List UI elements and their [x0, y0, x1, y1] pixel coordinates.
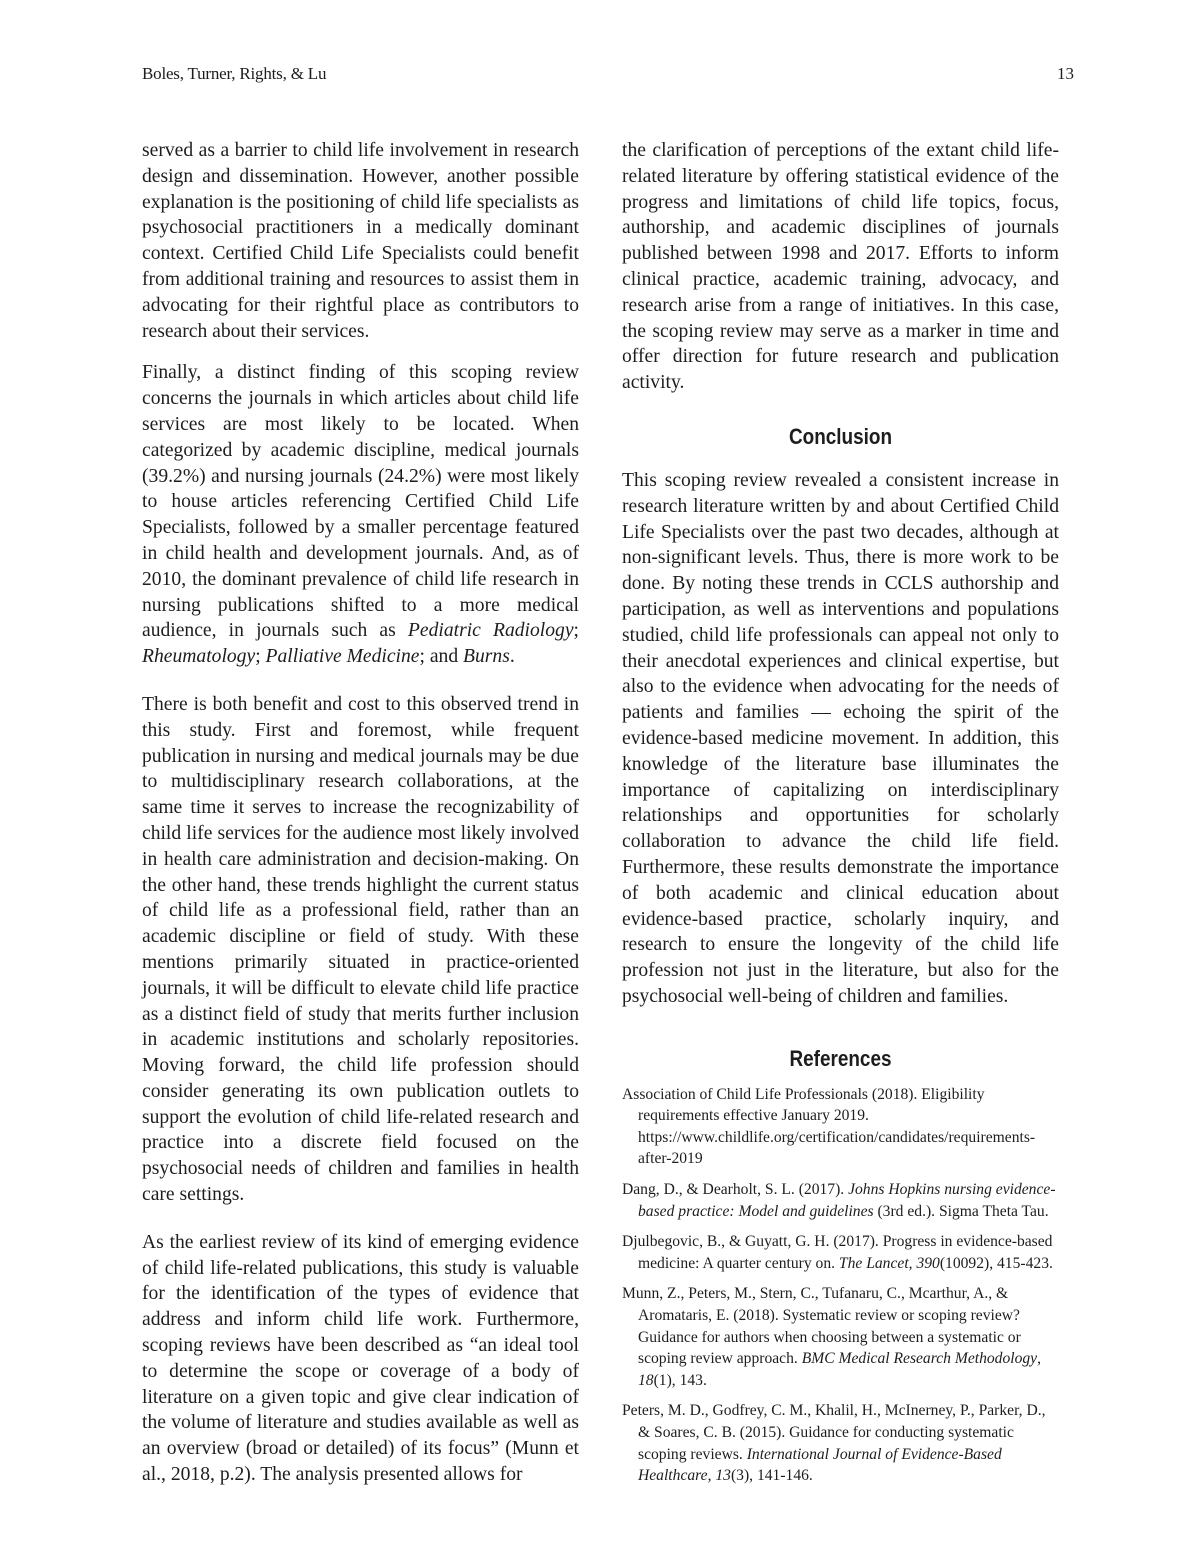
reference-item: [622, 1400, 1059, 1486]
reference-text: Munn, Z., Peters, M., Stern, C., Tufanaru, C., Mcarthur, A., & Aromataris, E. (2018). Systematic review or scoping review? Guidance for authors when choosing between a systematic or scoping review approach.: [622, 1285, 1021, 1368]
reference-item: [622, 1179, 1059, 1222]
period: .: [509, 646, 515, 668]
journal-title: Burns: [463, 646, 510, 668]
reference-item: [622, 1231, 1059, 1274]
reference-text: Association of Child Life Professionals (2018). Eligibility requirements effective January 2019. https://www.childlife.org/certification/candidates/requirements-after-2019: [622, 1085, 1036, 1168]
reference-volume: 390: [916, 1254, 940, 1272]
reference-item: [622, 1084, 1059, 1170]
reference-text: (10092), 415-423.: [939, 1254, 1053, 1272]
left-column: [142, 138, 579, 1488]
paragraph-text: Finally, a distinct finding of this scoping review concerns the journals in which articles about child life services are most likely to be located. When categorized by academic discipline, medical journals (39.2%) and nursing journals (24.2%) were most likely to house articles referencing Certified Child Life Specialists, followed by a smaller percentage featured in child health and development journals. And, as of 2010, the dominant prevalence of child life research in nursing publications shifted to a more medical audience, in journals such as: [142, 362, 579, 642]
separator: ; and: [419, 646, 464, 668]
reference-item: [622, 1283, 1059, 1391]
reference-volume: 13: [715, 1467, 731, 1485]
reference-journal: BMC Medical Research Methodology: [801, 1350, 1038, 1368]
page-number: 13: [1057, 64, 1074, 83]
separator: ;: [255, 646, 266, 668]
journal-title: Rheumatology: [142, 646, 256, 668]
journal-title: Palliative Medicine: [265, 646, 420, 668]
reference-text: Dang, D., & Dearholt, S. L. (2017).: [622, 1181, 849, 1199]
journal-title: Pediatric Radiology: [407, 620, 574, 642]
reference-journal: The Lancet: [838, 1254, 909, 1272]
left-paragraph-3: There is both benefit and cost to this observed trend in this study. First and foremost, while frequent publication in nursing and medical journals may be due to multidisciplinary research collaborations, at the same time it serves to increase the recognizability of child life services for the audience most likely involved in health care administration and decision-making. On the other hand, these trends highlight the current status of child life as a professional field, rather than an academic discipline or field of study. With these mentions primarily situated in practice-oriented journals, it will be difficult to elevate child life practice as a distinct field of study that merits further inclusion in academic institutions and scholarly repositories. Moving forward, the child life profession should consider generating its own publication outlets to support the evolution of child life-related research and practice into a discrete field focused on the psychosocial needs of children and families in health care settings.: [142, 693, 579, 1206]
reference-text: ,: [707, 1467, 716, 1485]
reference-text: (1), 143.: [653, 1371, 707, 1389]
reference-text: ,: [908, 1254, 917, 1272]
reference-text: (3rd ed.). Sigma Theta Tau.: [873, 1202, 1049, 1220]
reference-volume: 18: [638, 1371, 654, 1389]
separator: ;: [573, 620, 579, 642]
right-column: [622, 138, 1059, 1496]
left-paragraph-2: [142, 360, 579, 670]
references-heading: References: [789, 1045, 892, 1071]
reference-text: ,: [1037, 1350, 1042, 1368]
reference-text: Djulbegovic, B., & Guyatt, G. H. (2017). Progress in evidence-based medicine: A quarter century on.: [622, 1233, 1053, 1272]
reference-title: Johns Hopkins nursing evidence-based practice: Model and guidelines: [638, 1181, 1056, 1220]
conclusion-heading: Conclusion: [788, 423, 893, 449]
reference-list: [622, 1084, 1059, 1487]
left-paragraph-1: served as a barrier to child life involvement in research design and dissemination. However, another possible explanation is the positioning of child life specialists as psychosocial practitioners in a medically dominant context. Certified Child Life Specialists could benefit from additional training and resources to assist them in advocating for their rightful place as contributors to research about their services.: [142, 140, 579, 342]
conclusion-paragraph: This scoping review revealed a consistent increase in research literature written by and about Certified Child Life Specialists over the past two decades, although at non-significant levels. Thus, there is more work to be done. By noting these trends in CCLS authorship and participation, as well as interventions and populations studied, child life professionals can appeal not only to their anecdotal experiences and clinical expertise, but also to the evidence when advocating for the needs of patients and families — echoing the spirit of the evidence-based medicine movement. In addition, this knowledge of the literature base illuminates the importance of capitalizing on interdisciplinary relationships and opportunities for scholarly collaboration to advance the child life field. Furthermore, these results demonstrate the importance of both academic and clinical education about evidence-based practice, scholarly inquiry, and research to ensure the longevity of the child life profession not just in the literature, but also for the psychosocial well-being of children and families.: [622, 469, 1059, 1007]
reference-text: Peters, M. D., Godfrey, C. M., Khalil, H., McInerney, P., Parker, D., & Soares, C. B. (2015). Guidance for conducting systematic scoping reviews.: [622, 1402, 1046, 1463]
reference-journal: International Journal of Evidence-Based Healthcare: [638, 1445, 1002, 1485]
right-paragraph-1: the clarification of perceptions of the extant child life-related literature by offering statistical evidence of the progress and limitations of child life topics, focus, authorship, and academic disciplines of journals published between 1998 and 2017. Efforts to inform clinical practice, academic training, advocacy, and research arise from a range of initiatives. In this case, the scoping review may serve as a marker in time and offer direction for future research and publication activity.: [622, 140, 1059, 394]
running-head: Boles, Turner, Rights, & Lu: [142, 64, 327, 83]
left-paragraph-4: As the earliest review of its kind of emerging evidence of child life-related publications, this study is valuable for the identification of the types of evidence that address and inform child life work. Furthermore, scoping reviews have been described as “an ideal tool to determine the scope or coverage of a body of literature on a given topic and give clear indication of the volume of literature and studies available as well as an overview (broad or detailed) of its focus” (Munn et al., 2018, p.2). The analysis presented allows for: [142, 1231, 579, 1486]
reference-text: (3), 141-146.: [730, 1467, 813, 1485]
